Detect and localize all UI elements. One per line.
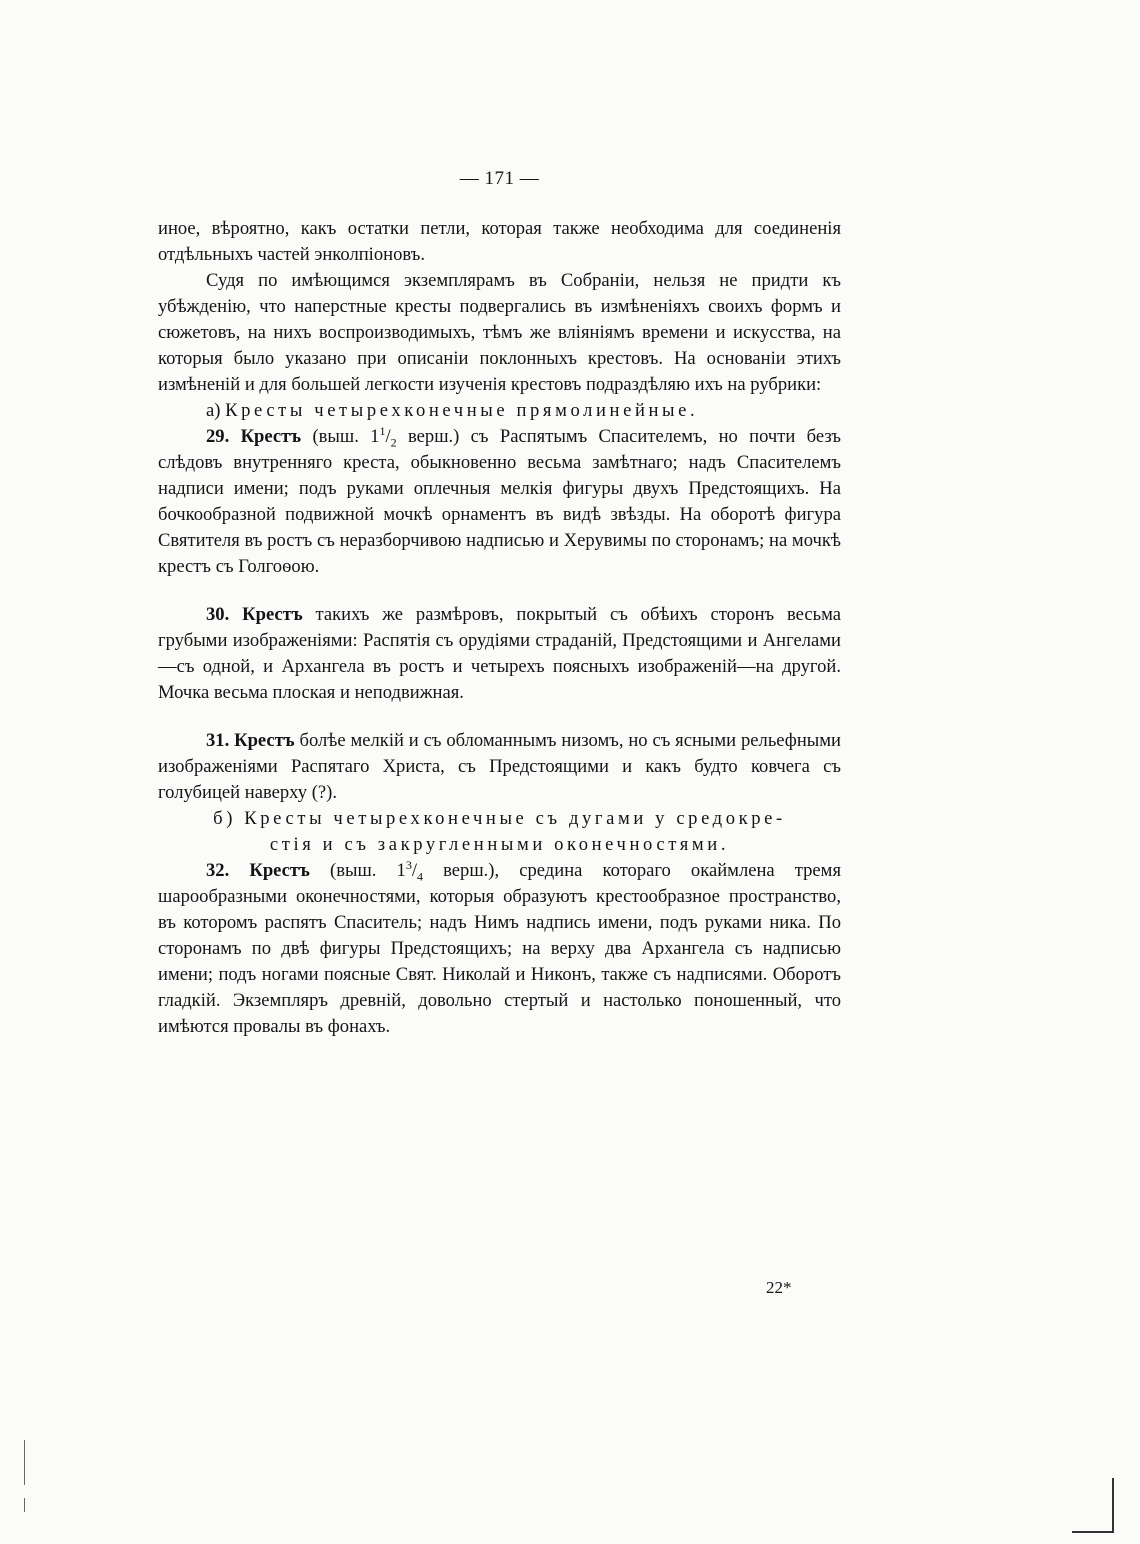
scan-mark-right-base <box>1072 1531 1114 1533</box>
entry-number: 29. <box>206 426 230 447</box>
fraction-numerator: 1 <box>379 423 386 438</box>
section-heading-a <box>158 398 841 424</box>
scan-mark-left <box>24 1440 25 1485</box>
entry-number: 31. <box>206 730 230 751</box>
entry-keyword: Крестъ <box>249 860 310 881</box>
catalog-entry-32 <box>158 858 841 1040</box>
entry-size-prefix: (выш. 1 <box>330 860 406 881</box>
scan-mark-right <box>1112 1478 1114 1532</box>
paragraph-continuation: иное, вѣроятно, какъ остатки петли, которая также необходима для соединенія отдѣльныхъ частей энколпіоновъ. <box>158 218 841 265</box>
entry-number: 30. <box>206 604 230 625</box>
entry-keyword: Крестъ <box>242 604 303 625</box>
paragraph-introduction: Судя по имѣющимся экземплярамъ въ Собраніи, нельзя не придти къ убѣжденію, что наперстные кресты подвергались въ измѣненіяхъ своихъ формъ и сюжетовъ, на нихъ воспроизводимыхъ, тѣмъ же вліяніямъ времени и искусства, на которыя было указано при описаніи поклонныхъ крестовъ. На основаніи этихъ измѣненій и для большей легкости изученія крестовъ подраздѣляю ихъ на рубрики: <box>158 270 841 395</box>
entry-number: 32. <box>206 860 230 881</box>
catalog-entry-31 <box>158 728 841 806</box>
page-number: — 171 — <box>459 168 540 189</box>
entry-text: болѣе мелкій и съ обломаннымъ низомъ, но съ ясными рельефными изображеніями Распятаго Христа, съ Предстоящими и какъ будто ковчега съ голубицей наверху (?). <box>158 730 841 803</box>
section-heading-b <box>158 806 841 858</box>
catalog-entry-30 <box>158 602 841 706</box>
fraction-denominator: 2 <box>390 435 397 450</box>
fraction-denominator: 4 <box>417 869 423 884</box>
entry-keyword: Крестъ <box>234 730 295 751</box>
signature-mark: 22* <box>766 1278 792 1297</box>
section-heading-b-line-2: стія и съ закругленными оконечностями. <box>269 834 730 855</box>
book-page <box>158 0 841 1544</box>
section-heading-b-prefix: б) <box>213 808 237 829</box>
section-heading-a-prefix: а) <box>206 400 221 421</box>
section-heading-b-line-1 <box>158 806 841 832</box>
section-heading-a-title: Кресты четырехконечные прямолинейные. <box>225 400 699 421</box>
fraction-separator: / <box>385 426 391 447</box>
entry-text: верш.) съ Распятымъ Спасителемъ, но почти безъ слѣдовъ внутренняго креста, обыкновенно весьма замѣтнаго; надъ Спасителемъ надписи имени; подъ руками оплечныя мелкія фигуры двухъ Предстоящихъ. На бочкообразной подвижной мочкѣ орнаментъ въ видѣ звѣзды. На оборотѣ фигура Святителя въ ростъ съ неразборчивою надписью и Херувимы по сторонамъ; на мочкѣ крестъ съ Голгоѳою. <box>158 426 841 577</box>
section-heading-b-title-1: Кресты четырехконечные съ дугами у средокре- <box>244 808 786 829</box>
fraction-numerator: 3 <box>405 857 412 872</box>
entry-text: верш.), средина котораго окаймлена тремя шарообразными оконечностями, которыя образуютъ крестообразное пространство, въ которомъ распятъ Спаситель; надъ Нимъ надпись имени, подъ руками ника. По сторонамъ по двѣ фигуры Предстоящихъ; на верху два Архангела съ надписью имени; подъ ногами поясные Свят. Николай и Никонъ, также съ надписями. Оборотъ гладкій. Экземпляръ древній, довольно стертый и настолько поношенный, что имѣются провалы въ фонахъ. <box>158 860 841 1037</box>
catalog-entry-29 <box>158 424 841 580</box>
scan-mark-left-lower <box>24 1498 25 1512</box>
entry-text: такихъ же размѣровъ, покрытый съ обѣихъ сторонъ весьма грубыми изображеніями: Распятія съ орудіями страданій, Предстоящими и Ангелами—съ одной, и Архангела въ ростъ и четырехъ поясныхъ изображеній—на другой. Мочка весьма плоская и неподвижная. <box>158 604 842 703</box>
page-body <box>158 216 841 1040</box>
entry-keyword: Крестъ <box>240 426 302 447</box>
entry-size-prefix: (выш. 1 <box>312 426 380 447</box>
fraction-separator: / <box>411 860 417 881</box>
